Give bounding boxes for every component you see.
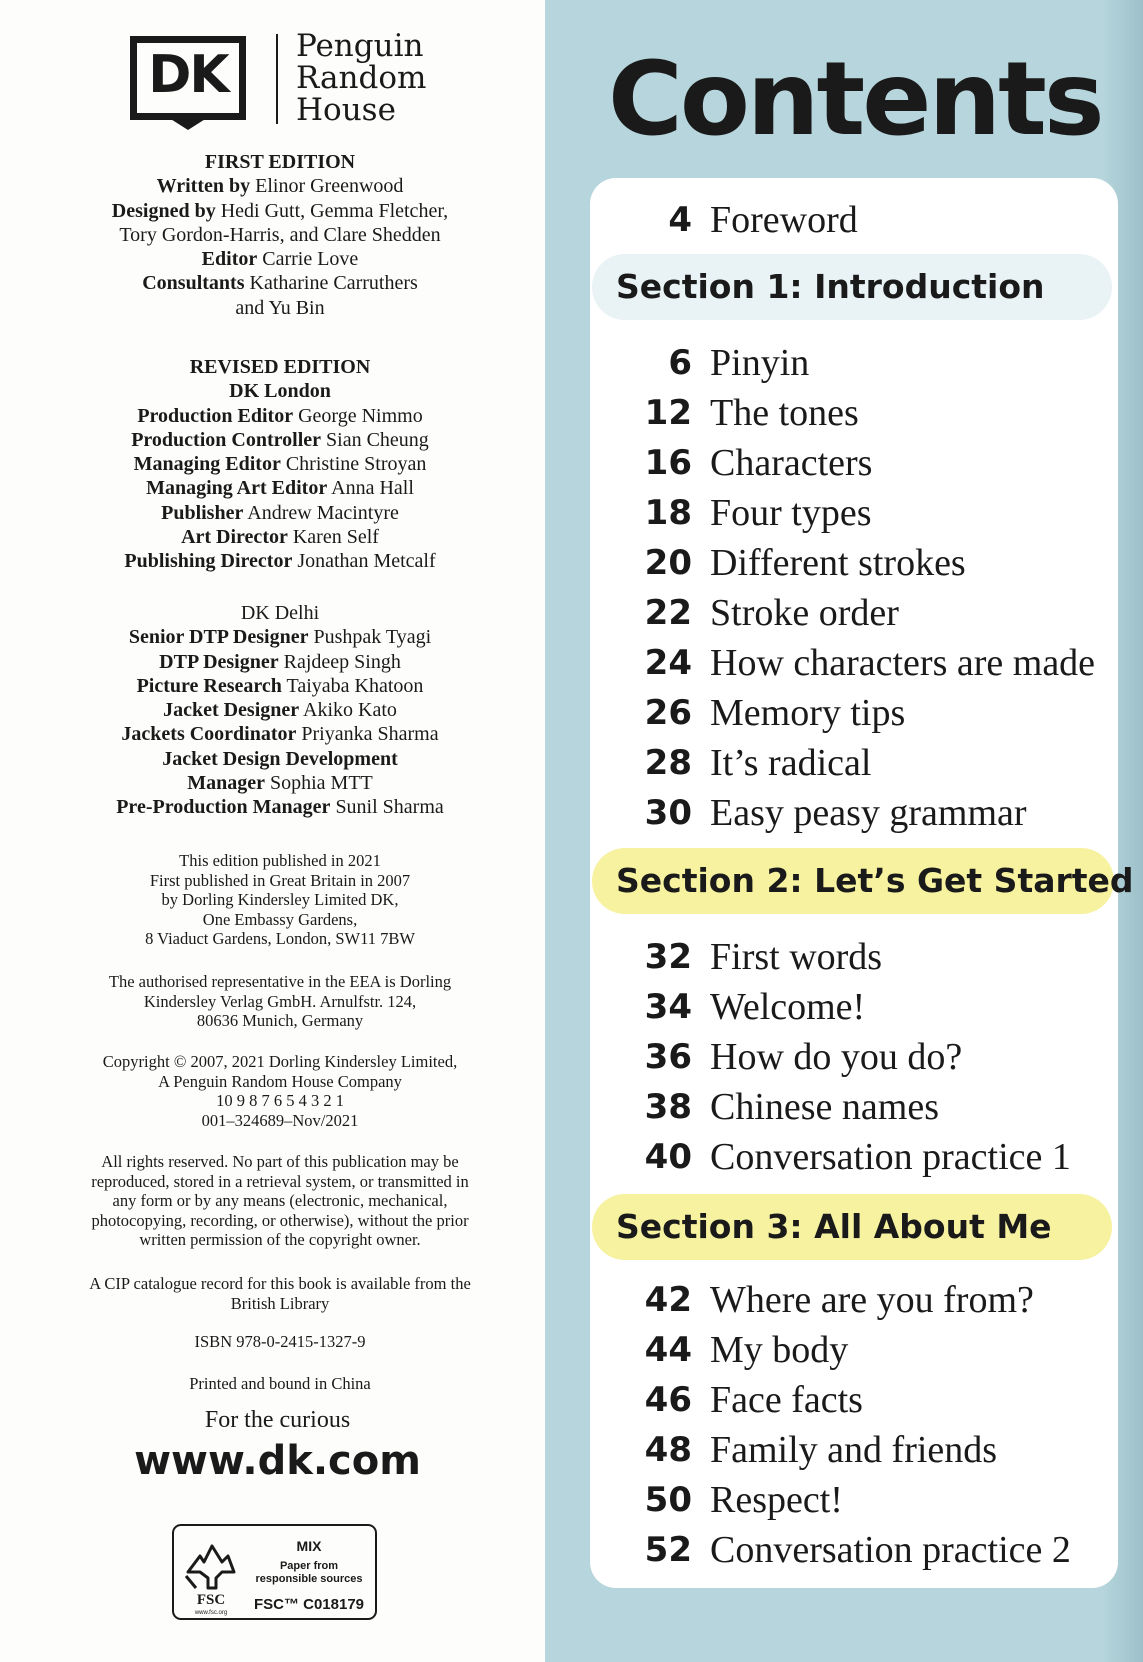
eea-representative: [40, 972, 520, 1031]
toc-page-number: 16: [644, 443, 692, 483]
toc-page-number: 6: [668, 343, 692, 383]
website-link[interactable]: www.dk.com: [134, 1438, 421, 1484]
copyright-line: Copyright © 2007, 2021 Dorling Kindersley Limited,: [102, 1052, 458, 1071]
toc-page-number: 42: [644, 1280, 692, 1320]
toc-page-number: 46: [644, 1380, 692, 1420]
credit-line: Publishing Director Jonathan Metcalf: [124, 550, 436, 573]
toc-entry-title: Face facts: [710, 1379, 863, 1421]
isbn: [40, 1332, 520, 1352]
fsc-paper-line: Paper from: [279, 1560, 339, 1572]
publisher-line: Penguin: [296, 28, 424, 64]
credit-line: Designed by Hedi Gutt, Gemma Fletcher,: [111, 199, 449, 222]
first-edition-credits: [40, 150, 520, 320]
toc-page-number: 32: [644, 937, 692, 977]
credit-line: Managing Editor Christine Stroyan: [133, 453, 427, 476]
toc-page-number: 34: [644, 987, 692, 1027]
toc-page-number: 24: [644, 643, 692, 683]
rights-line: any form or by any means (electronic, mechanical,: [112, 1191, 448, 1210]
first-edition-heading: FIRST EDITION: [204, 151, 356, 173]
credit-line: Production Editor George Nimmo: [137, 404, 423, 427]
publication-line: First published in Great Britain in 2007: [149, 870, 411, 890]
credit-line: and Yu Bin: [235, 296, 325, 319]
cip-line: British Library: [230, 1293, 330, 1313]
publication-info: [40, 851, 520, 949]
toc-entry-title: First words: [710, 936, 883, 978]
toc-page-number: 22: [644, 593, 692, 633]
toc-page-number: 20: [644, 543, 692, 583]
eea-line: 80636 Munich, Germany: [196, 1011, 364, 1030]
toc-entry-title: Where are you from?: [710, 1279, 1034, 1321]
toc-entry-title: Easy peasy grammar: [710, 792, 1027, 834]
toc-entry-title: My body: [710, 1329, 849, 1371]
credit-line: Art Director Karen Self: [181, 526, 379, 549]
toc-page-number: 50: [644, 1480, 692, 1520]
toc-entry-title: Respect!: [710, 1479, 843, 1521]
printed-text: Printed and bound in China: [189, 1374, 371, 1393]
toc-entry-title: Family and friends: [710, 1429, 998, 1471]
contents-title: Contents: [608, 40, 1102, 159]
publication-line: 8 Viaduct Gardens, London, SW11 7BW: [145, 929, 415, 948]
toc-page-number: 36: [644, 1037, 692, 1077]
fsc-label: FSC: [196, 1592, 226, 1608]
copyright-line: A Penguin Random House Company: [158, 1071, 402, 1091]
toc-page-number: 18: [644, 493, 692, 533]
toc-page-number: 44: [644, 1330, 692, 1370]
rights-line: written permission of the copyright owner.: [139, 1230, 421, 1249]
copyright-line: 10 9 8 7 6 5 4 3 2 1: [216, 1091, 344, 1110]
credit-line: Written by Elinor Greenwood: [156, 175, 404, 198]
toc-entry-title: It’s radical: [710, 742, 872, 784]
rights-notice: [40, 1152, 520, 1250]
credit-line: Managing Art Editor Anna Hall: [146, 477, 414, 500]
credit-line: Jacket Design Development: [162, 747, 398, 770]
toc-entry-title: Different strokes: [710, 542, 966, 584]
fsc-mix-label: MIX: [296, 1538, 322, 1554]
publication-line: by Dorling Kindersley Limited DK,: [161, 890, 399, 909]
toc-entry-title: Conversation practice 1: [710, 1136, 1071, 1178]
toc-page-number: 52: [644, 1530, 692, 1570]
toc-entry-title: Stroke order: [710, 592, 899, 634]
credit-line: Editor Carrie Love: [201, 248, 359, 271]
revised-edition-credits: [40, 355, 520, 574]
eea-line: Kindersley Verlag GmbH. Arnulfstr. 124,: [143, 991, 417, 1011]
penguin-random-house-logo: [296, 30, 426, 126]
section-2-heading: Section 2: Let’s Get Started: [592, 848, 1114, 914]
rights-line: All rights reserved. No part of this publication may be: [101, 1152, 459, 1171]
toc-entry-title: How do you do?: [710, 1036, 963, 1078]
copyright-notice: [40, 1052, 520, 1130]
credit-line: DTP Designer Rajdeep Singh: [159, 650, 401, 673]
toc-entry-title: Conversation practice 2: [710, 1529, 1071, 1571]
publisher-line: Random: [296, 60, 427, 96]
publication-line: One Embassy Gardens,: [202, 909, 358, 929]
credit-line: Production Controller Sian Cheung: [131, 428, 429, 451]
toc-page-number: 26: [644, 693, 692, 733]
toc-entry-title: Pinyin: [710, 342, 810, 384]
credit-line: Manager Sophia MTT: [187, 772, 373, 795]
rights-line: reproduced, stored in a retrieval system, or transmitted in: [91, 1171, 469, 1191]
toc-page-number: 4: [668, 200, 692, 240]
credit-line: Tory Gordon-Harris, and Clare Shedden: [119, 223, 441, 246]
credit-line: Publisher Andrew Macintyre: [161, 501, 399, 524]
toc-entry-title: The tones: [710, 392, 859, 434]
section-1-heading: Section 1: Introduction: [592, 254, 1112, 320]
toc-page-number: 28: [644, 743, 692, 783]
logo-divider: [276, 34, 278, 124]
toc-entry-title: Foreword: [710, 199, 858, 241]
toc-page-number: 38: [644, 1087, 692, 1127]
fsc-badge: [172, 1524, 377, 1620]
publisher-line: House: [296, 92, 396, 128]
copyright-line: 001–324689–Nov/2021: [201, 1110, 359, 1130]
toc-entry-title: Four types: [710, 492, 872, 534]
toc-page-number: 12: [644, 393, 692, 433]
dk-logo: [130, 36, 246, 120]
dk-logo-tab: [166, 116, 210, 130]
rights-line: photocopying, recording, or otherwise), without the prior: [91, 1210, 469, 1230]
toc-entry-title: Characters: [710, 442, 873, 484]
credit-line: Consultants Katharine Carruthers: [142, 272, 418, 295]
fsc-tree-icon: [182, 1532, 240, 1616]
dk-logo-text: DK: [148, 45, 228, 105]
fsc-paper-text: [244, 1560, 374, 1586]
toc-page-number: 48: [644, 1430, 692, 1470]
tagline: For the curious: [204, 1407, 351, 1433]
cip-line: A CIP catalogue record for this book is available from the: [89, 1274, 471, 1293]
cip-notice: [40, 1274, 520, 1313]
credit-line: Picture Research Taiyaba Khatoon: [136, 674, 424, 697]
toc-entry-title: How characters are made: [710, 642, 1096, 684]
dk-delhi-credits: [40, 601, 520, 820]
toc-page-number: 40: [644, 1137, 692, 1177]
isbn-text: ISBN 978-0-2415-1327-9: [194, 1332, 366, 1351]
credit-line: Jacket Designer Akiko Kato: [163, 699, 397, 722]
section-3-heading: Section 3: All About Me: [592, 1194, 1112, 1260]
revised-edition-heading: REVISED EDITION: [189, 356, 371, 378]
fsc-url: www.fsc.org: [194, 1610, 228, 1616]
credit-line: Senior DTP Designer Pushpak Tyagi: [128, 626, 432, 649]
toc-page-number: 30: [644, 793, 692, 833]
dk-london-heading: DK London: [229, 380, 331, 403]
credit-line: Pre-Production Manager Sunil Sharma: [116, 796, 444, 819]
dk-delhi-heading: DK Delhi: [240, 602, 320, 624]
toc-entry-title: Chinese names: [710, 1086, 940, 1128]
toc-entry-title: Welcome!: [710, 986, 866, 1028]
publication-line: This edition published in 2021: [179, 851, 381, 870]
fsc-code: FSC™ C018179: [253, 1596, 365, 1613]
fsc-paper-line: responsible sources: [255, 1573, 363, 1585]
credit-line: Jackets Coordinator Priyanka Sharma: [121, 723, 439, 746]
printed-notice: [40, 1374, 520, 1394]
eea-line: The authorised representative in the EEA is Dorling: [108, 972, 452, 991]
toc-entry-title: Memory tips: [710, 692, 906, 734]
